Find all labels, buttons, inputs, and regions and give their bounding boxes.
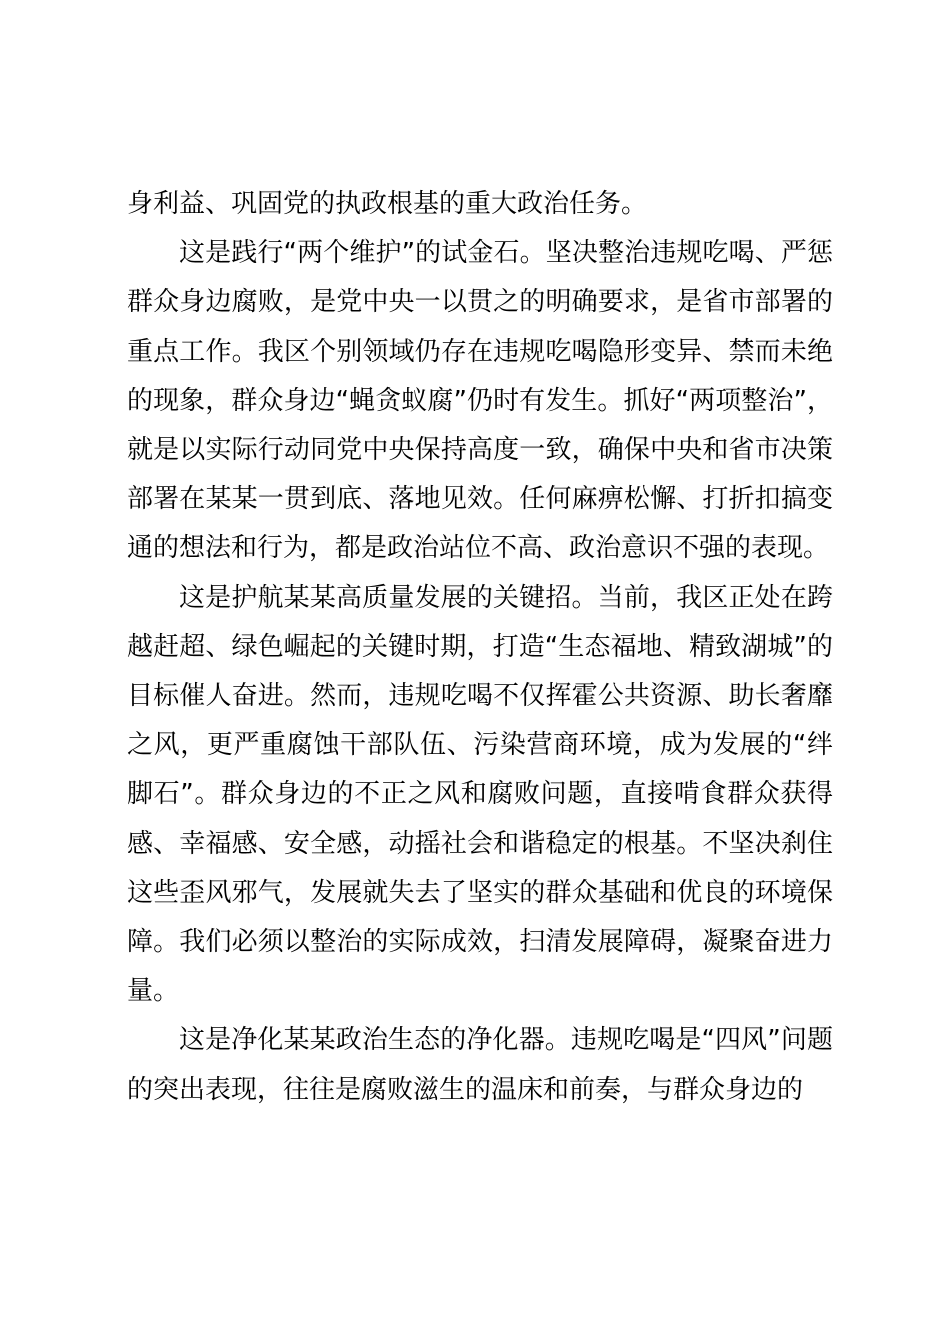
paragraph-continuation: 身利益、巩固党的执政根基的重大政治任务。 <box>127 189 648 219</box>
document-body <box>127 180 833 1115</box>
paragraph-political-ecology: 这是净化某某政治生态的净化器。违规吃喝是“四风”问题的突出表现，往往是腐败滋生的温床和前奏，与群众身边的 <box>127 1025 833 1105</box>
paragraph-high-quality-development: 这是护航某某高质量发展的关键招。当前，我区正处在跨越赶超、绿色崛起的关键时期，打造“生态福地、精致湖城”的目标催人奋进。然而，违规吃喝不仅挥霍公共资源、助长奢靡之风，更严重腐蚀干部队伍、污染营商环境，成为发展的“绊脚石”。群众身边的不正之风和腐败问题，直接啃食群众获得感、幸福感、安全感，动摇社会和谐稳定的根基。不坚决刹住这些歪风邪气，发展就失去了坚实的群众基础和优良的环境保障。我们必须以整治的实际成效，扫清发展障碍，凝聚奋进力量。 <box>127 582 833 1007</box>
paragraph-two-safeguards: 这是践行“两个维护”的试金石。坚决整治违规吃喝、严惩群众身边腐败，是党中央一以贯之的明确要求，是省市部署的重点工作。我区个别领域仍存在违规吃喝隐形变异、禁而未绝的现象，群众身边“蝇贪蚁腐”仍时有发生。抓好“两项整治”，就是以实际行动同党中央保持高度一致，确保中央和省市决策部署在某某一贯到底、落地见效。任何麻痹松懈、打折扣搞变通的想法和行为，都是政治站位不高、政治意识不强的表现。 <box>127 238 833 564</box>
